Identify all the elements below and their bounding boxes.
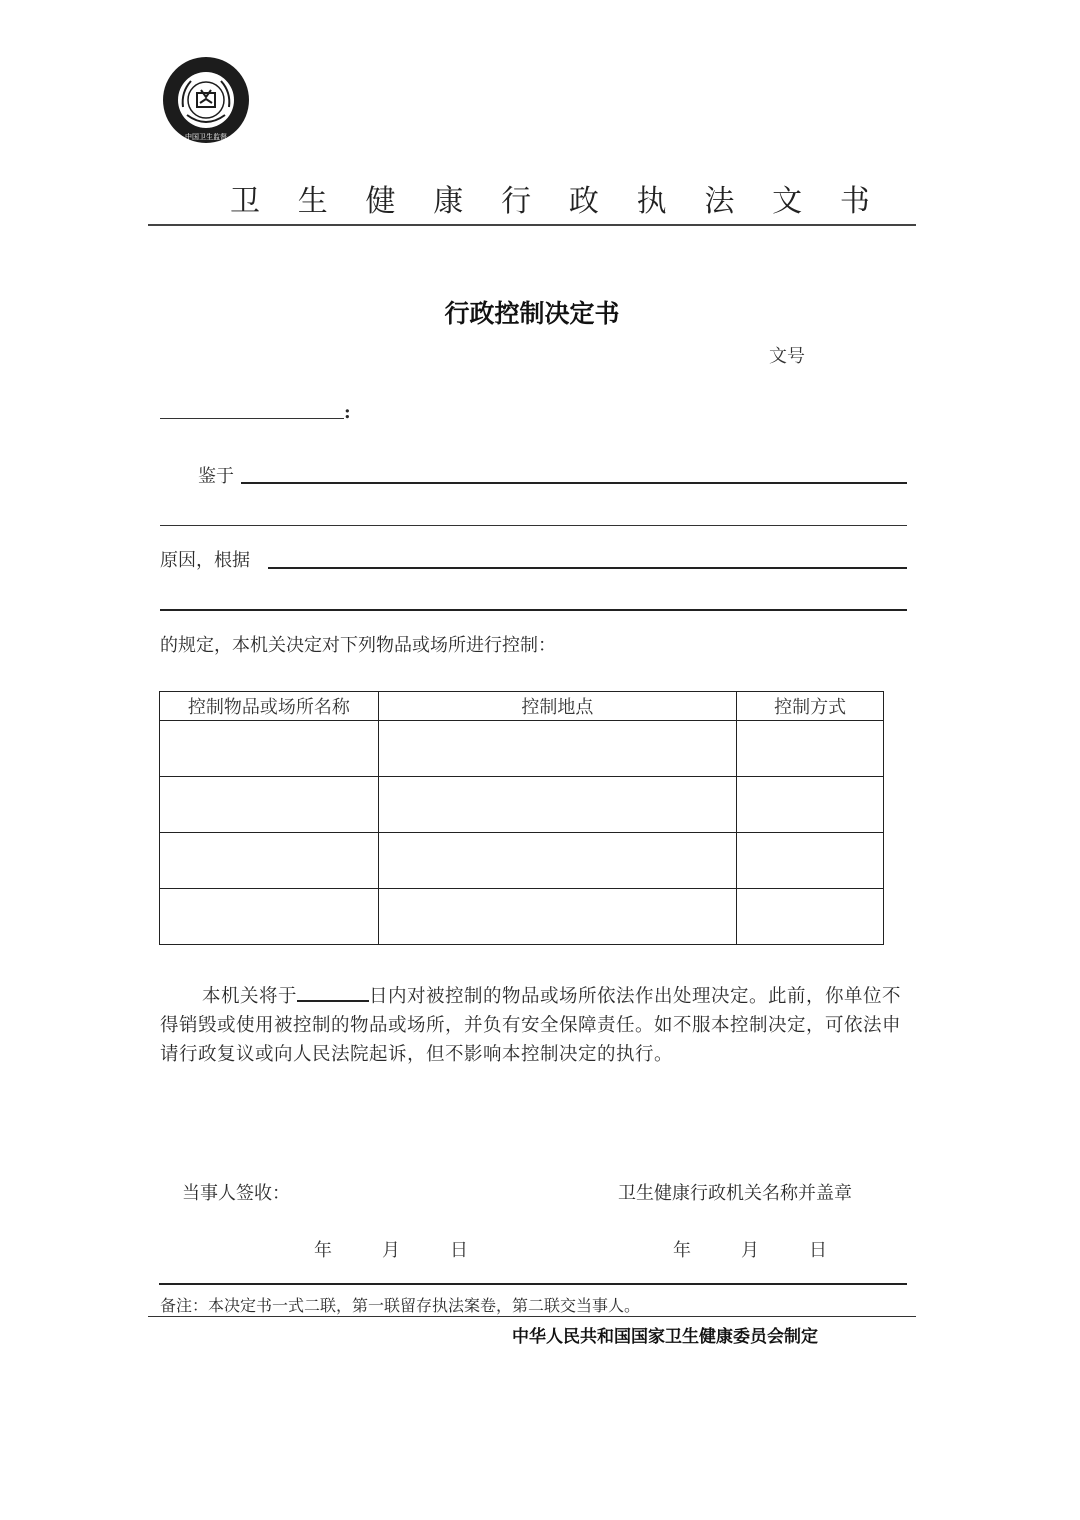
authority-seal-label: 卫生健康行政机关名称并盖章 [618,1183,852,1204]
control-items-table [159,691,884,945]
month-label: 月 [741,1240,759,1261]
header-char: 康 [433,184,464,219]
decision-paragraph [160,982,908,1069]
header-char: 政 [568,184,599,219]
cell-location[interactable] [378,889,736,945]
table-row [160,721,884,777]
column-header-method: 控制方式 [737,692,884,721]
column-header-location: 控制地点 [378,692,736,721]
header-char: 法 [704,184,735,219]
cell-location[interactable] [378,777,736,833]
cell-location[interactable] [378,721,736,777]
whereas-field[interactable] [241,482,907,484]
footer-bottom-rule [148,1316,916,1317]
table-row [160,889,884,945]
header-char: 卫 [230,184,260,219]
party-signature-label: 当事人签收： [182,1183,290,1204]
footer-top-rule [159,1283,907,1285]
header-char: 文 [772,184,803,219]
header-divider [148,224,916,226]
header-char: 行 [501,184,532,219]
header-char: 健 [365,184,396,219]
year-label: 年 [673,1240,691,1261]
footer-note: 备注：本决定书一式二联，第一联留存执法案卷，第二联交当事人。 [160,1296,641,1315]
paragraph-before-blank: 本机关将于 [202,986,298,1007]
document-number-label: 文号 [769,346,805,367]
month-label: 月 [382,1240,400,1261]
party-date[interactable] [314,1236,518,1262]
legal-basis-field[interactable] [268,567,907,569]
emblem-icon [163,57,249,143]
cell-item-name[interactable] [160,721,379,777]
whereas-label: 鉴于 [198,466,234,487]
table-row [160,777,884,833]
header-char: 生 [297,184,328,219]
table-header-row [160,692,884,721]
days-field[interactable] [297,982,369,1002]
cell-method[interactable] [737,889,884,945]
year-label: 年 [314,1240,332,1261]
cell-location[interactable] [378,833,736,889]
provision-text: 的规定，本机关决定对下列物品或场所进行控制： [160,635,556,656]
cell-method[interactable] [737,721,884,777]
legal-basis-field-continued[interactable] [160,609,907,611]
cell-item-name[interactable] [160,833,379,889]
addressee-field[interactable] [160,418,344,419]
day-label: 日 [809,1240,827,1261]
whereas-field-continued[interactable] [160,525,907,526]
emblem-logo [163,57,249,143]
cell-method[interactable] [737,777,884,833]
paragraph-after-blank: 日内对被控制的物品或场所依法作出处理决定。此前，你单位不得销毁或使用被控制的物品或场所，并负有安全保障责任。如不服本控制决定，可依法申请行政复议或向人民法院起诉，但不影响本控制决定的执行。 [160,986,902,1065]
cell-item-name[interactable] [160,777,379,833]
header-char: 执 [636,184,667,219]
issuer-label: 中华人民共和国国家卫生健康委员会制定 [512,1327,818,1347]
header-title [230,176,870,220]
table-row [160,833,884,889]
column-header-item-name: 控制物品或场所名称 [160,692,379,721]
day-label: 日 [450,1240,468,1261]
svg-text:中国卫生监督: 中国卫生监督 [185,133,227,141]
header-char: 书 [839,184,870,219]
document-title: 行政控制决定书 [444,299,620,328]
cell-item-name[interactable] [160,889,379,945]
reason-label: 原因，根据 [160,550,250,571]
cell-method[interactable] [737,833,884,889]
authority-date[interactable] [673,1236,877,1262]
addressee-colon: : [344,402,351,423]
